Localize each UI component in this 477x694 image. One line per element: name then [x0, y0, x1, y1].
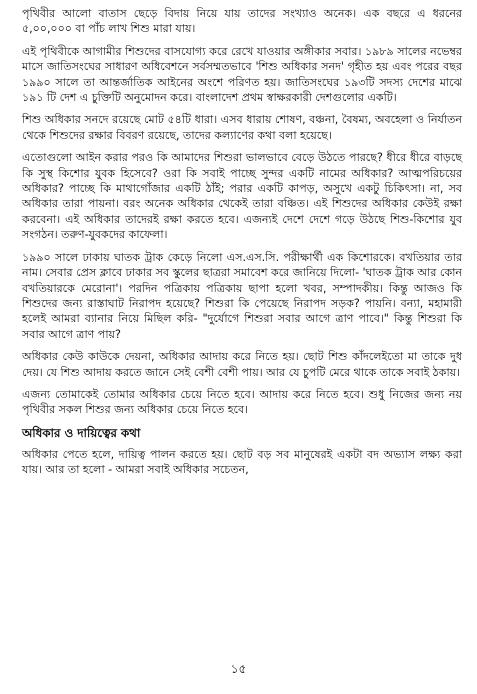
paragraph-7: এজন্য তোমাকেই তোমার অধিকার চেয়ে নিতে হবে। আদায় করে নিতে হবে। শুধু নিজের জন্য নয় পৃথিবীর সকল শিশুর জন্য অধিকার চেয়ে নিতে হবে।	[22, 387, 462, 417]
page-number: ১৫	[230, 662, 247, 676]
section-heading: অধিকার ও দায়িত্বের কথা	[22, 425, 141, 440]
paragraph-2: এই পৃথিবীকে আগামীর শিশুদের বাসযোগ্য করে রেখে যাওয়ার অঙ্গীকার সবার। ১৯৮৯ সালের নভেম্বর মাসে জাতিসংঘের সাধারণ অধিবেশনে সর্বসম্মতভাবে 'শিশু অধিকার সনদ' গৃহীত হয় এবং পরের বছর ১৯৯০ সালে তা আন্তর্জাতিক আইনের অংশে পরিণত হয়। জাতিসংঘের ১৯৩টি সদস্য দেশের মাঝে ১৯১ টি দেশ এ চুক্তিটি অনুমোদন করে। বাংলাদেশ প্রথম স্বাক্ষরকারী দেশগুলোর একটি।	[22, 44, 462, 105]
section-paragraph: অধিকার পেতে হলে, দায়িত্ব পালন করতে হয়। ছোট বড় সব মানুষেরই একটা বদ অভ্যাস লক্ষ্য করা যায়। আর তা হলো - আমরা সবাই অধিকার সচেতন,	[22, 447, 462, 477]
paragraph-6: অধিকার কেউ কাউকে দেয়না, অধিকার আদায় করে নিতে হয়। ছোট শিশু কাঁদলেইতো মা তাকে দুধ দেয়। যে শিশু আদায় করতে জানে সেই বেশী বেশী পায়। আর যে চুপটি মেরে থাকে তাকে সবাই ঠকায়।	[22, 350, 462, 379]
paragraph-1: পৃথিবীর আলো বাতাস ছেড়ে বিদায় নিয়ে যায় তাদের সংখ্যাও অনেক। এক বছরে এ ধরনের ৫,০০,০০০ বা পাঁচ লাখ শিশু মারা যায়।	[22, 7, 462, 36]
paragraph-5: ১৯৯০ সালে ঢাকায় ঘাতক ট্রাক কেড়ে নিলো এস.এস.সি. পরীক্ষার্থী এক কিশোরকে। বখতিয়ার তার নাম। সেবার প্রেস ক্লাবে ঢাকার সব স্কুলের ছাত্ররা সমাবেশ করে জানিয়ে দিলো- 'ঘাতক ট্রাক আর কোন বখতিয়ারকে মেরোনা'। পরদিন পত্রিকায় পত্রিকায় ছাপা হলো খবর, সম্পাদকীয়। কিন্তু আজও কি শিশুদের জন্য রাস্তাঘাট নিরাপদ হয়েছে? শিশুরা কি পেয়েছে নিরাপদ সড়ক? পায়নি। বন্যা, মহামারী হলেই আমরা ব্যানার নিয়ে মিছিল করি- "দুর্যোগে শিশুরা সবার আগে ত্রাণ পাবে।" কিন্তু শিশুরা কি সবার আগে ত্রাণ পায়?	[22, 250, 462, 341]
paragraph-3: শিশু অধিকার সনদে রয়েছে মোট ৫৪টি ধারা। এসব ধারায় শোষণ, বঞ্চনা, বৈষম্য, অবহেলা ও নির্যাতন থেকে শিশুদের রক্ষার বিবরণ রয়েছে, তাদের কল্যাণের কথা বলা হয়েছে।	[22, 113, 462, 142]
paragraph-4: এতোগুলো আইন করার পরও কি আমাদের শিশুরা ভালভাবে বেড়ে উঠতে পারছে? ধীরে ধীরে বাড়ছে কি সুস্থ কিশোর যুবক হিসেবে? ওরা কি সবাই পাচ্ছে সুন্দর একটি নামের অধিকার? আত্মপরিচয়ের অধিকার? পাচ্ছে কি মাথাগোঁজার একটি ঠাঁই; পরার একটি কাপড়, অসুখে একটু চিকিৎসা। না, সব অধিকার তারা পায়না। বরং অনেক অধিকার থেকেই তারা বঞ্চিত। এই শিশুদের অধিকার কেউই রক্ষা করবেনা। এই অধিকার তাদেরই রক্ষা করতে হবে। এজন্যই দেশে দেশে গড়ে উঠছে শিশু-কিশোর যুব সংগঠন। তরুণ-যুবকদের কাফেলা।	[22, 151, 462, 242]
document-page	[22, 6, 462, 485]
